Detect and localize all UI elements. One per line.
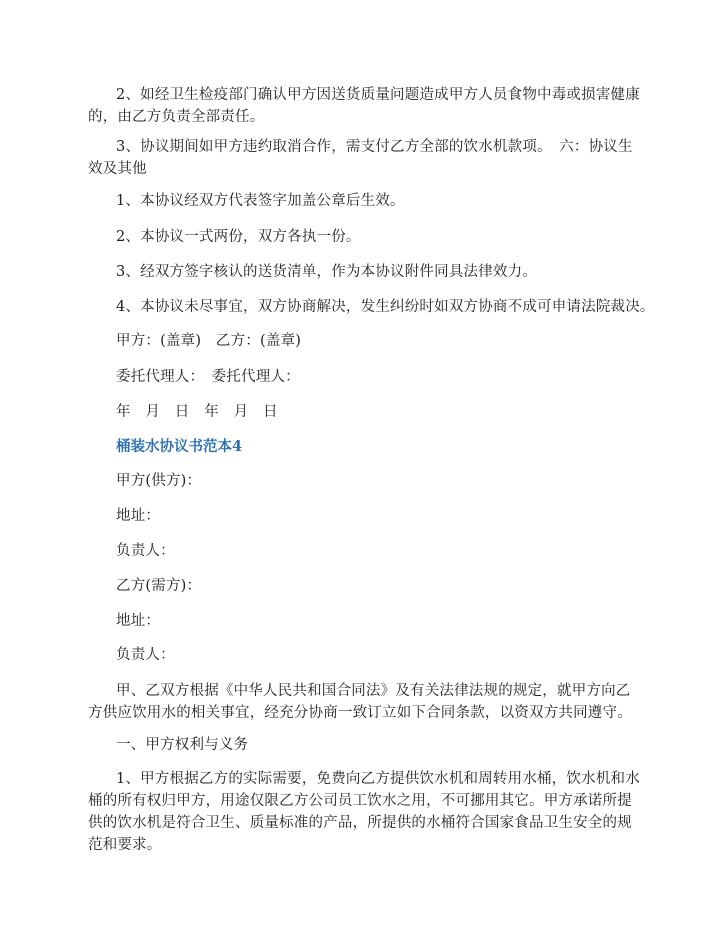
clause-dispute-resolution: 4、本协议未尽事宜，双方协商解决，发生纠纷时如双方协商不成可申请法院裁决。 [116,299,655,315]
party-a-contact: 负责人： [116,543,175,559]
clause-copies: 2、本协议一式两份，双方各执一份。 [116,229,361,245]
clause-quality-responsibility: 2、如经卫生检疫部门确认甲方因送货质量问题造成甲方人员食物中毒或损害健康的，由乙方负责全部责任。 [88,87,640,125]
section-heading: 桶装水协议书范本4 [116,438,243,455]
party-a-label: 甲方(供方)： [116,473,202,489]
clause-equipment-provision: 1、甲方根据乙方的实际需要，免费向乙方提供饮水机和周转用水桶，饮水机和水桶的所有权归甲方，用途仅限乙方公司员工饮水之用，不可挪用其它。甲方承诺所提供的饮水机是符合卫生、质量标准的产品，所提供的水桶符合国家食品卫生安全的规范和要求。 [88,771,640,853]
contract-preamble: 甲、乙双方根据《中华人民共和国合同法》及有关法律法规的规定，就甲方向乙方供应饮用水的相关事宜，经充分协商一致订立如下合同条款，以资双方共同遵守。 [88,683,632,721]
clause-effective-signature: 1、本协议经双方代表签字加盖公章后生效。 [116,193,405,209]
signature-seal-line: 甲方：(盖章) 乙方：(盖章) [116,333,302,349]
section-party-a-rights: 一、甲方权利与义务 [116,737,249,753]
party-b-address: 地址： [116,613,161,629]
signature-date-line: 年 月 日 年 月 日 [116,404,278,420]
party-b-label: 乙方(需方)： [116,578,202,594]
signature-agent-line: 委托代理人： 委托代理人： [116,369,300,385]
clause-delivery-list: 3、经双方签字核认的送货清单，作为本协议附件同具法律效力。 [116,264,538,280]
clause-early-termination: 3、协议期间如甲方违约取消合作，需支付乙方全部的饮水机款项。 六：协议生效及其他 [88,139,633,177]
party-a-address: 地址： [116,508,161,524]
party-b-contact: 负责人： [116,647,175,663]
